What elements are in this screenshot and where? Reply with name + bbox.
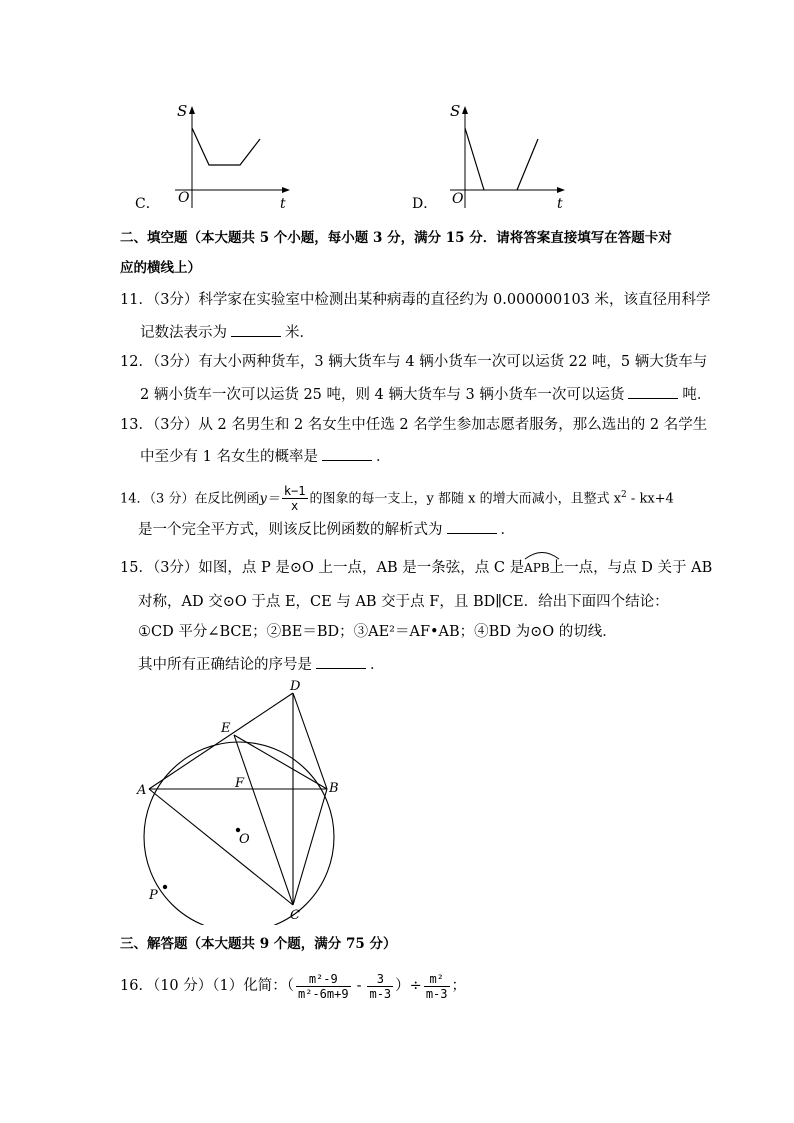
q16-minus: - xyxy=(356,978,362,994)
label-a: A xyxy=(137,783,147,798)
graph-d-origin: O xyxy=(452,191,464,207)
graph-c-x-label: t xyxy=(280,196,286,212)
q14-text-b: ． xyxy=(500,522,515,538)
q16-prefix: 16．（10 分）（1）化简：（ xyxy=(120,978,294,994)
q13-text-a: 中至少有 1 名女生的概率是 xyxy=(140,449,318,465)
segment-ac xyxy=(149,789,293,905)
graph-d-x-label: t xyxy=(557,196,563,212)
segment-ad xyxy=(149,693,293,789)
q14-answer-blank[interactable] xyxy=(447,519,497,534)
point-p xyxy=(163,885,167,889)
section3-heading: 三、解答题（本大题共 9 个题，满分 75 分） xyxy=(120,936,397,952)
q14-line1 xyxy=(120,477,674,517)
q16-end: ； xyxy=(451,978,467,994)
q14-frac-den: x xyxy=(291,499,299,514)
q16-fraction-3 xyxy=(424,972,450,1001)
label-p: P xyxy=(149,888,158,903)
q16-f2-num: 3 xyxy=(367,972,393,987)
q13-line1: 13．（3分）从 2 名男生和 2 名女生中任选 2 名学生参加志愿者服务，那么选出的 2 名学生 xyxy=(120,417,708,433)
label-d: D xyxy=(290,679,301,694)
graph-d-x-arrow xyxy=(557,187,565,193)
q15-arc-label: APB xyxy=(524,561,550,575)
graph-c-curve xyxy=(192,128,260,165)
q11-line1: 11．（3分）科学家在实验室中检测出某种病毒的直径约为 0.000000103 米，该直径用科学 xyxy=(120,292,711,308)
q15-line1 xyxy=(120,556,712,578)
label-e: E xyxy=(221,721,231,736)
label-b: B xyxy=(329,781,339,796)
q16-f3-den: m-3 xyxy=(425,986,448,1001)
q15-text-a: 15．（3分）如图，点 P 是⊙O 上一点，AB 是一条弦，点 C 是 xyxy=(120,560,525,576)
q14-line2 xyxy=(138,519,515,540)
q14-mid: 的图象的每一支上，y 都随 x 的增大而减小，且整式 x xyxy=(309,491,622,507)
graph-c xyxy=(130,98,300,213)
q16-f1-den: m²-6m+9 xyxy=(298,986,349,1001)
graph-d xyxy=(410,98,580,213)
label-c: C xyxy=(290,908,300,923)
q16-line1 xyxy=(120,968,466,1004)
graph-d-label: D． xyxy=(412,196,438,212)
q15-line4 xyxy=(138,654,385,675)
q15-arc xyxy=(524,556,550,578)
q15-text-b: 上一点，与点 D 关于 AB xyxy=(549,560,713,576)
arc-symbol xyxy=(524,550,560,560)
segment-bc xyxy=(293,789,327,905)
q14-prefix: 14．（3 分）在反比例函 xyxy=(120,491,260,507)
q15-answer-blank[interactable] xyxy=(316,654,366,669)
graph-c-x-arrow xyxy=(282,187,290,193)
label-o: O xyxy=(239,832,250,847)
q14-tail: - kx+4 xyxy=(626,491,674,507)
q12-line1: 12．（3分）有大小两种货车，3 辆大货车与 4 辆小货车一次可以运货 22 吨，5 辆大货车与 xyxy=(120,354,708,370)
segment-eb xyxy=(234,735,327,789)
q13-text-b: ． xyxy=(375,449,391,465)
label-f: F xyxy=(235,776,245,791)
q16-f2-den: m-3 xyxy=(369,986,392,1001)
q15-text-4b: ． xyxy=(370,657,385,673)
graph-c-label: C． xyxy=(135,196,160,212)
graph-d-curve-right xyxy=(517,139,538,190)
q12-answer-blank[interactable] xyxy=(628,384,678,399)
section2-heading-line2: 应的横线上） xyxy=(120,260,201,276)
q16-fraction-2 xyxy=(367,972,393,1001)
q12-line2 xyxy=(140,384,711,405)
q13-line2 xyxy=(140,446,390,467)
q11-answer-blank[interactable] xyxy=(231,322,281,337)
graph-d-y-label: S xyxy=(450,102,461,120)
q15-geometry-figure xyxy=(130,675,360,925)
q11-text-a: 记数法表示为 xyxy=(140,325,227,341)
q15-line3: ①CD 平分∠BCE；②BE＝BD；③AE²＝AF•AB；④BD 为⊙O 的切线． xyxy=(138,624,617,640)
q14-text-a: 是一个完全平方式，则该反比例函数的解析式为 xyxy=(138,522,443,538)
q12-text-b: 吨． xyxy=(682,387,712,403)
graph-c-y-label: S xyxy=(177,102,188,120)
q12-text-a: 2 辆小货车一次可以运货 25 吨，则 4 辆大货车与 3 辆小货车一次可以运货 xyxy=(140,387,625,403)
q15-text-4a: 其中所有正确结论的序号是 xyxy=(138,657,312,673)
q14-fraction xyxy=(282,484,308,513)
q14-frac-num: k−1 xyxy=(283,484,306,499)
q15-line2: 对称，AD 交⊙O 于点 E，CE 与 AB 交于点 F，且 BD∥CE．给出下面四个结论： xyxy=(138,594,669,610)
segment-ec xyxy=(234,735,293,905)
q11-line2 xyxy=(140,322,314,343)
graph-c-y-arrow xyxy=(189,106,195,114)
graph-c-origin: O xyxy=(178,190,190,206)
q14-y-eq: y＝ xyxy=(259,491,280,507)
graph-d-curve-left xyxy=(465,128,484,190)
q16-f3-num: m² xyxy=(424,972,450,987)
q16-fraction-1 xyxy=(296,972,351,1001)
q13-answer-blank[interactable] xyxy=(322,446,372,461)
section2-heading-line1: 二、填空题（本大题共 5 个小题，每小题 3 分，满分 15 分．请将答案直接填写在答题卡对 xyxy=(120,230,672,246)
q16-div: ）÷ xyxy=(395,978,422,994)
graph-d-y-arrow xyxy=(462,106,468,114)
q11-text-b: 米． xyxy=(285,325,314,341)
q16-f1-num: m²-9 xyxy=(296,972,351,987)
q14-sup: 2 xyxy=(621,490,627,500)
